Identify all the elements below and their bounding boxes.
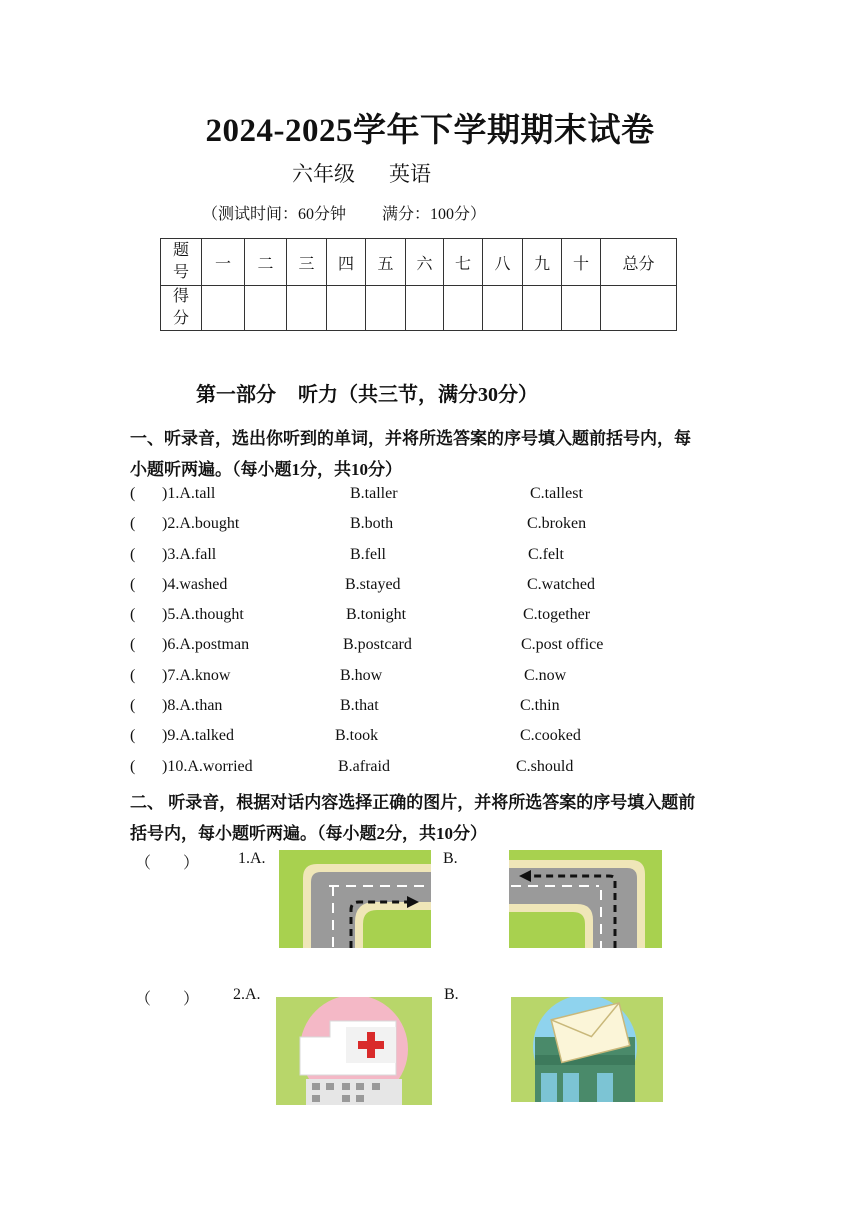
option-b: B.both [350,515,394,532]
option-c: C.tallest [530,485,583,502]
col-7: 七 [444,239,483,286]
answer-bracket[interactable]: （ ） [135,855,200,872]
question-row [130,758,730,778]
col-1: 一 [202,239,245,286]
answer-bracket[interactable]: ( [130,697,136,714]
score-table-score-row [161,286,677,331]
option-a: )6.A.postman [162,636,250,653]
question-row [130,727,730,747]
option-a: )2.A.bought [162,515,240,532]
option-a: )5.A.thought [162,606,244,623]
answer-bracket[interactable]: ( [130,485,136,502]
row-head-score: 得 分 [161,286,202,331]
option-a: )9.A.talked [162,727,234,744]
col-2: 二 [245,239,287,286]
score-table [160,238,677,331]
option-b: B.postcard [343,636,412,653]
option-c: C.cooked [520,727,581,744]
col-total: 总分 [601,239,677,286]
grade-label: 六年级 [292,162,355,186]
option-b: B.how [340,667,383,684]
row-head-question-number: 题 号 [161,239,202,286]
option-b: B.afraid [338,758,390,775]
score-table-header-row [161,239,677,286]
score-cell[interactable] [245,286,287,331]
question-row [130,667,730,687]
option-b: B.took [335,727,379,744]
option-b-label: B. [444,986,459,1003]
question-row [130,576,730,596]
hospital-picture[interactable] [276,997,432,1105]
question-row [130,697,730,717]
road-turn-right-picture[interactable] [279,850,431,948]
option-c: C.watched [527,576,595,593]
section2-instruction-line2: 括号内，每小题听两遍。（每小题2分，共10分） [130,824,487,843]
item-number: 1.A. [238,850,266,867]
section1-instruction-line1: 一、听录音，选出你听到的单词，并将所选答案的序号填入题前括号内，每 [130,429,691,448]
test-time: （测试时间：60分钟 [202,206,347,223]
question-row [130,515,730,535]
option-b: B.that [340,697,379,714]
answer-bracket[interactable]: ( [130,667,136,684]
option-c: C.now [524,667,567,684]
option-b: B.taller [350,485,398,502]
col-10: 十 [562,239,601,286]
question-row [130,546,730,566]
option-c: C.thin [520,697,560,714]
answer-bracket[interactable]: ( [130,636,136,653]
score-cell[interactable] [483,286,523,331]
item-number: 2.A. [233,986,261,1003]
option-c: C.together [523,606,591,623]
answer-bracket[interactable]: ( [130,546,136,563]
option-a: )10.A.worried [162,758,253,775]
answer-bracket[interactable]: ( [130,727,136,744]
option-b: B.tonight [346,606,407,623]
score-cell[interactable] [202,286,245,331]
score-cell[interactable] [327,286,366,331]
option-c: C.post office [521,636,604,653]
score-cell[interactable] [562,286,601,331]
section2-instruction-line1: 二、 听录音，根据对话内容选择正确的图片，并将所选答案的序号填入题前 [130,793,696,812]
option-b: B.stayed [345,576,401,593]
answer-bracket[interactable]: ( [130,606,136,623]
option-c: C.should [516,758,574,775]
col-3: 三 [287,239,327,286]
option-a: )3.A.fall [162,546,217,563]
score-cell[interactable] [406,286,444,331]
score-cell-total[interactable] [601,286,677,331]
option-a: )4.washed [162,576,228,593]
option-b: B.fell [350,546,386,563]
score-cell[interactable] [523,286,562,331]
col-8: 八 [483,239,523,286]
part-label: 第一部分 [196,384,276,406]
road-turn-left-picture[interactable] [509,850,662,948]
question-row [130,606,730,626]
section1-instruction-line2: 小题听两遍。（每小题1分，共10分） [130,460,402,479]
col-6: 六 [406,239,444,286]
option-b-label: B. [443,850,458,867]
option-a: )1.A.tall [162,485,216,502]
col-9: 九 [523,239,562,286]
col-4: 四 [327,239,366,286]
answer-bracket[interactable]: ( [130,515,136,532]
part-one-heading [196,378,538,407]
score-cell[interactable] [366,286,406,331]
answer-bracket[interactable]: （ ） [135,991,200,1008]
full-score: 满分：100分） [382,206,487,223]
exam-title: 2024-2025学年下学期期末试卷 [205,113,655,149]
answer-bracket[interactable]: ( [130,576,136,593]
option-a: )8.A.than [162,697,223,714]
test-info-line [202,201,486,224]
col-5: 五 [366,239,406,286]
score-cell[interactable] [287,286,327,331]
score-cell[interactable] [444,286,483,331]
subject-label: 英语 [389,162,431,186]
question-row [130,485,730,505]
grade-subject-line [292,158,465,188]
post-office-picture[interactable] [511,997,663,1102]
option-a: )7.A.know [162,667,231,684]
answer-bracket[interactable]: ( [130,758,136,775]
option-c: C.felt [528,546,564,563]
option-c: C.broken [527,515,587,532]
question-row [130,636,730,656]
part-title: 听力（共三节，满分30分） [298,384,538,406]
